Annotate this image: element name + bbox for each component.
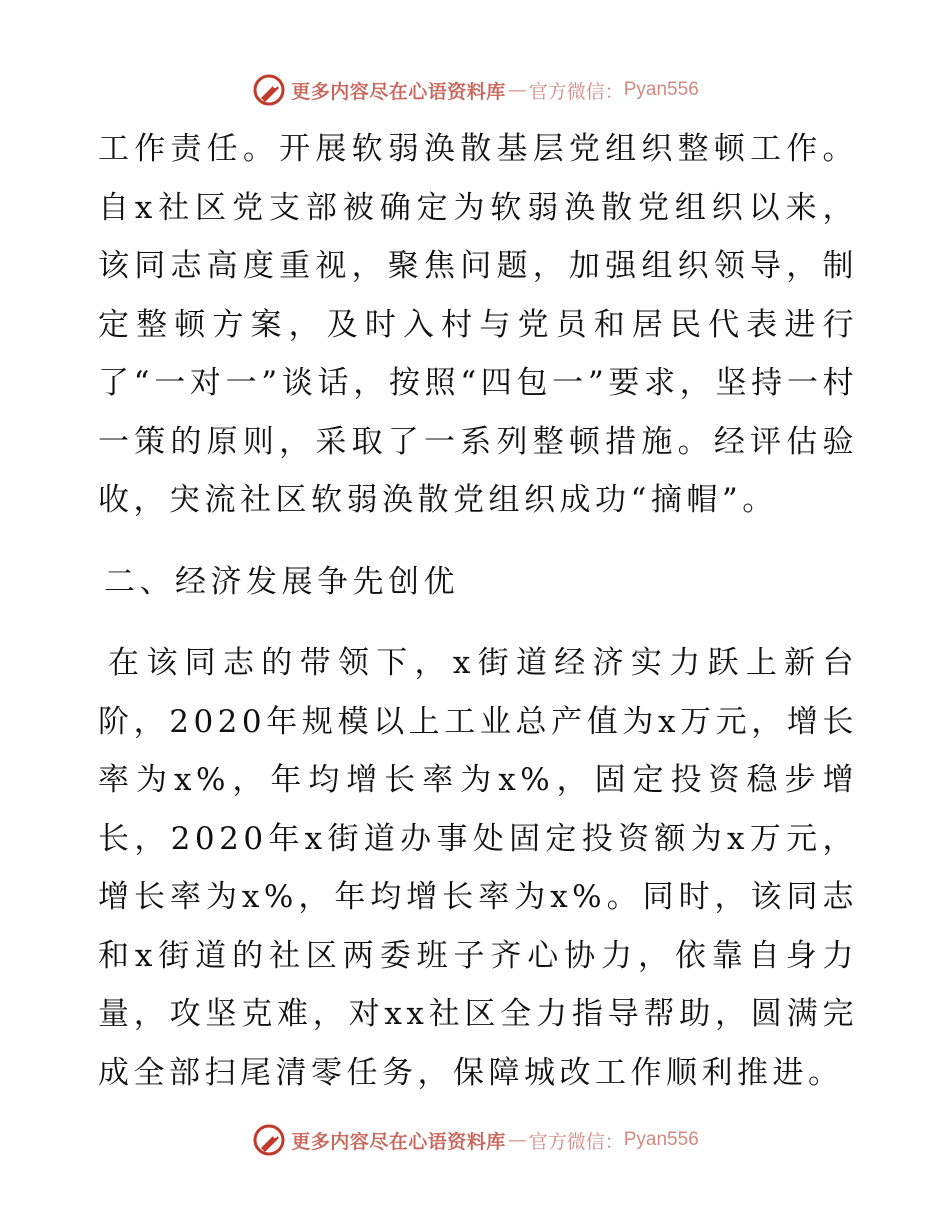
body-paragraph: 在该同志的带领下，x街道经济实力跃上新台阶，2020年规模以上工业总产值为x万元，增长率为x%，年均增长率为x%，固定投资稳步增长，2020年x街道办事处固定投资额为x万元，增长率为x%，年均增长率为x%。同时，该同志和x街道的社区两委班子齐心协力，依靠自身力量，攻坚克难，对xx社区全力指导帮助，圆满完成全部扫尾清零任务，保障城改工作顺利推进。 bbox=[98, 645, 858, 1091]
header-watermark-banner bbox=[0, 70, 950, 110]
banner-wechat-label: 官方微信： bbox=[528, 80, 624, 103]
banner-wechat-id: Pyan556 bbox=[623, 79, 699, 100]
pen-nib-circle-icon bbox=[251, 1122, 287, 1158]
body-paragraph: 工作责任。开展软弱涣散基层党组织整顿工作。自x社区党支部被确定为软弱涣散党组织以来，该同志高度重视，聚焦问题，加强组织领导，制定整顿方案，及时入村与党员和居民代表进行了“一对一”谈话，按照“四包一”要求，坚持一村一策的原则，采取了一系列整顿措施。经评估验收，宊流社区软弱涣散党组织成功“摘帽”。 bbox=[98, 131, 858, 518]
banner-slogan: 更多内容尽在心语资料库 bbox=[291, 80, 506, 103]
footer-watermark-banner bbox=[0, 1120, 950, 1160]
banner-wechat-label: 官方微信： bbox=[528, 1130, 624, 1153]
banner-separator: — bbox=[507, 1129, 527, 1151]
section-heading: 二、经济发展争先创优 bbox=[104, 563, 459, 600]
banner-separator: — bbox=[507, 79, 527, 101]
banner-wechat-id: Pyan556 bbox=[623, 1129, 699, 1150]
pen-nib-circle-icon bbox=[251, 72, 287, 108]
banner-slogan: 更多内容尽在心语资料库 bbox=[291, 1130, 506, 1153]
document-body bbox=[98, 120, 858, 1102]
